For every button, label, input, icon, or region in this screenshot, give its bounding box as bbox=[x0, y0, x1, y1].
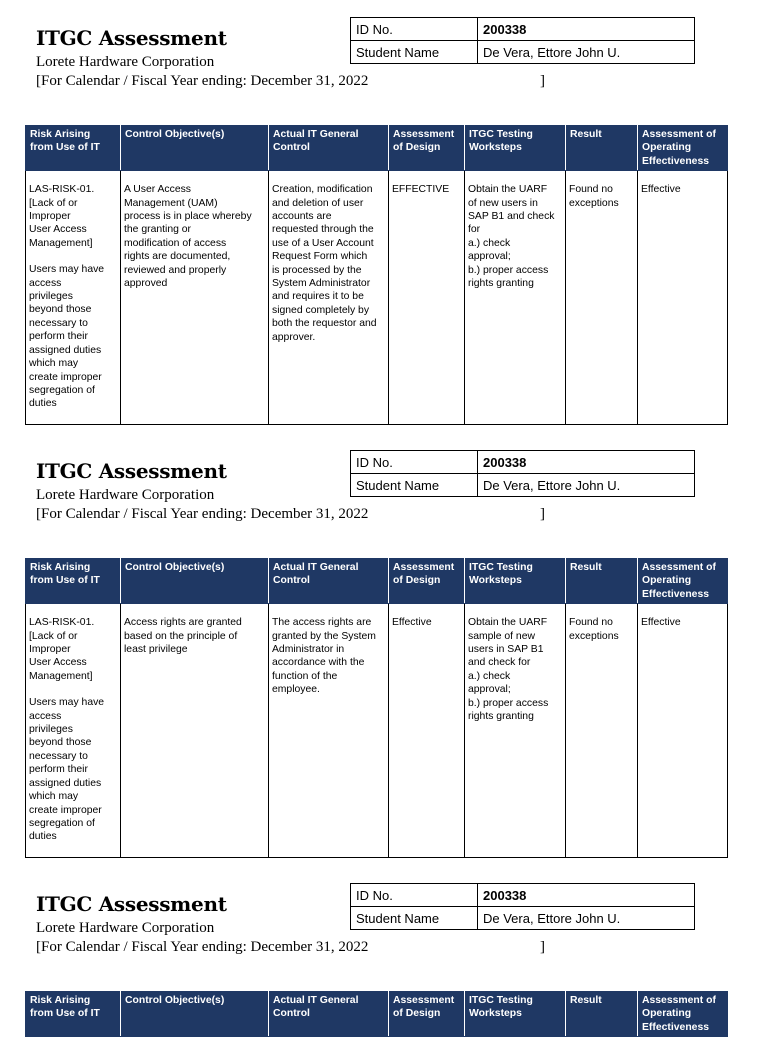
col-risk: Risk Arising from Use of IT bbox=[26, 559, 121, 604]
table-row bbox=[26, 171, 728, 425]
cell-objective bbox=[121, 171, 269, 425]
period-line bbox=[36, 939, 545, 956]
col-design: Assessment of Design bbox=[389, 559, 465, 604]
result-text: Found no exceptions bbox=[569, 184, 619, 209]
col-control: Actual IT General Control bbox=[269, 559, 389, 604]
col-control: Actual IT General Control bbox=[269, 992, 389, 1037]
operating-text: Effective bbox=[641, 184, 681, 196]
col-result: Result bbox=[566, 126, 638, 171]
assessment-section-1 bbox=[0, 17, 768, 427]
student-name-value: De Vera, Ettore John U. bbox=[478, 41, 695, 64]
cell-control bbox=[269, 171, 389, 425]
cell-result bbox=[566, 171, 638, 425]
period-text: [For Calendar / Fiscal Year ending: December 31, 2022 bbox=[36, 506, 369, 522]
id-value: 200338 bbox=[478, 451, 695, 474]
cell-worksteps bbox=[465, 171, 566, 425]
id-label: ID No. bbox=[351, 18, 478, 41]
col-objective: Control Objective(s) bbox=[121, 992, 269, 1037]
student-info-table bbox=[350, 450, 695, 497]
worksteps-text: Obtain the UARF of new users in SAP B1 and check for a.) check approval; b.) proper access rights granting bbox=[468, 184, 555, 290]
period-close: ] bbox=[540, 73, 545, 89]
id-value: 200338 bbox=[478, 884, 695, 907]
assessment-section-3 bbox=[0, 883, 768, 1033]
id-value: 200338 bbox=[478, 18, 695, 41]
col-worksteps: ITGC Testing Worksteps bbox=[465, 559, 566, 604]
col-objective: Control Objective(s) bbox=[121, 559, 269, 604]
period-text: [For Calendar / Fiscal Year ending: December 31, 2022 bbox=[36, 73, 369, 89]
col-risk: Risk Arising from Use of IT bbox=[26, 992, 121, 1037]
page-title: ITGC Assessment bbox=[36, 459, 227, 483]
period-close: ] bbox=[540, 506, 545, 522]
risk-id: LAS-RISK-01. [Lack of or Improper User Access Management] bbox=[29, 617, 95, 682]
control-text: Creation, modification and deletion of user accounts are requested through the use of a User Account Request Form which is processed by the System Administrator and requires it to be signed completely by both the requestor and approver. bbox=[272, 184, 377, 343]
table-row bbox=[26, 604, 728, 858]
itgc-table bbox=[25, 991, 728, 1037]
operating-text: Effective bbox=[641, 617, 681, 629]
design-text: EFFECTIVE bbox=[392, 184, 450, 196]
student-name-value: De Vera, Ettore John U. bbox=[478, 907, 695, 930]
period-line bbox=[36, 506, 545, 523]
result-text: Found no exceptions bbox=[569, 617, 619, 642]
company-name: Lorete Hardware Corporation bbox=[36, 487, 215, 503]
itgc-table bbox=[25, 125, 728, 425]
cell-design bbox=[389, 171, 465, 425]
period-close: ] bbox=[540, 939, 545, 955]
period-text: [For Calendar / Fiscal Year ending: December 31, 2022 bbox=[36, 939, 369, 955]
assessment-section-2 bbox=[0, 450, 768, 860]
risk-description: Users may have access privileges beyond those necessary to perform their assigned duties which may create improper segregation of duties bbox=[29, 697, 105, 843]
risk-description: Users may have access privileges beyond those necessary to perform their assigned duties which may create improper segregation of duties bbox=[29, 264, 105, 410]
cell-worksteps bbox=[465, 604, 566, 858]
page-title: ITGC Assessment bbox=[36, 26, 227, 50]
student-info-table bbox=[350, 883, 695, 930]
col-design: Assessment of Design bbox=[389, 992, 465, 1037]
design-text: Effective bbox=[392, 617, 432, 629]
cell-control bbox=[269, 604, 389, 858]
col-control: Actual IT General Control bbox=[269, 126, 389, 171]
col-worksteps: ITGC Testing Worksteps bbox=[465, 126, 566, 171]
table-header-row bbox=[26, 992, 728, 1037]
company-name: Lorete Hardware Corporation bbox=[36, 54, 215, 70]
col-operating: Assessment of Operating Effectiveness bbox=[638, 992, 728, 1037]
col-objective: Control Objective(s) bbox=[121, 126, 269, 171]
worksteps-text: Obtain the UARF sample of new users in SAP B1 and check for a.) check approval; b.) proper access rights granting bbox=[468, 617, 549, 723]
cell-risk bbox=[26, 604, 121, 858]
table-header-row bbox=[26, 559, 728, 604]
cell-objective bbox=[121, 604, 269, 858]
cell-operating bbox=[638, 604, 728, 858]
col-risk: Risk Arising from Use of IT bbox=[26, 126, 121, 171]
company-name: Lorete Hardware Corporation bbox=[36, 920, 215, 936]
col-result: Result bbox=[566, 992, 638, 1037]
table-header-row bbox=[26, 126, 728, 171]
cell-result bbox=[566, 604, 638, 858]
col-operating: Assessment of Operating Effectiveness bbox=[638, 126, 728, 171]
itgc-table bbox=[25, 558, 728, 858]
col-design: Assessment of Design bbox=[389, 126, 465, 171]
page-title: ITGC Assessment bbox=[36, 892, 227, 916]
student-name-label: Student Name bbox=[351, 907, 478, 930]
control-text: The access rights are granted by the System Administrator in accordance with the function of the employee. bbox=[272, 617, 376, 696]
student-info-table bbox=[350, 17, 695, 64]
id-label: ID No. bbox=[351, 884, 478, 907]
cell-risk bbox=[26, 171, 121, 425]
col-operating: Assessment of Operating Effectiveness bbox=[638, 559, 728, 604]
period-line bbox=[36, 73, 545, 90]
id-label: ID No. bbox=[351, 451, 478, 474]
student-name-value: De Vera, Ettore John U. bbox=[478, 474, 695, 497]
col-result: Result bbox=[566, 559, 638, 604]
cell-design bbox=[389, 604, 465, 858]
col-worksteps: ITGC Testing Worksteps bbox=[465, 992, 566, 1037]
objective-text: Access rights are granted based on the principle of least privilege bbox=[124, 617, 242, 656]
cell-operating bbox=[638, 171, 728, 425]
risk-id: LAS-RISK-01. [Lack of or Improper User Access Management] bbox=[29, 184, 95, 249]
student-name-label: Student Name bbox=[351, 474, 478, 497]
objective-text: A User Access Management (UAM) process is in place whereby the granting or modification of access rights are documented, reviewed and properly approved bbox=[124, 184, 252, 290]
student-name-label: Student Name bbox=[351, 41, 478, 64]
